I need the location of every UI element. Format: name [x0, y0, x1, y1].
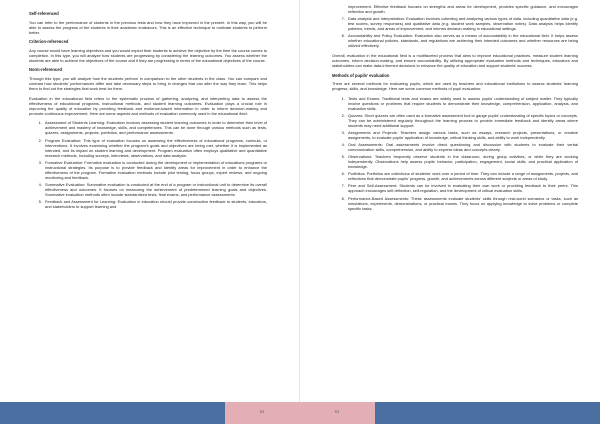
list-item: 4. Oral Assessments: Oral assessments involve direct questioning and discussion with students to evaluate their verbal communication skills, comprehension, and ability to express ideas and concepts clearly. — [346, 142, 578, 152]
footer-bar-pink — [300, 402, 375, 424]
list-item: 5. Observations: Teachers frequently observe students in the classroom, during group activities, or while they are working independently. Observations help assess pupils' behavior, participation, engagement, social skills, and practical application of knowledge. — [346, 154, 578, 169]
heading-criterion-referenced: Criterion-referenced — [29, 39, 69, 45]
paragraph-methods-intro: There are several methods for evaluating pupils, which are used by teachers and educational institutions to assess students' learning progress, skills, and knowledge. Here are some common methods of pupil evaluation: — [332, 81, 578, 92]
list-item: 2. Program Evaluation: This type of evaluation focuses on assessing the effectiveness of educational programs, curricula, or interventions. It involves examining whether the program's goals and objectives are being met, whether it is implemented as intended, and its impact on student learning and development. Program evaluation often employs qualitative and quantitative research methods, including surveys, interviews, observations, and data analysis. — [43, 138, 267, 158]
evaluation-aspects-list-continued — [332, 4, 578, 48]
list-item: 3. Assignments and Projects: Teachers assign various tasks, such as essays, research projects, presentations, or creative assignments, to evaluate pupils' application of knowledge, critical thinking skills, and ability to work independently. — [346, 130, 578, 140]
paragraph-overall: Overall, evaluation in the educational field is a multifaceted process that aims to improve educational practices, measure student learning outcomes, inform decision-making, and ensure accountability. By utilizing appropriate evaluation methods and techniques, educators and stakeholders can make data-informed decisions to enhance the quality of education and support students' success. — [332, 52, 578, 68]
list-item: 4. Summative Evaluation: Summative evaluation is conducted at the end of a program or instructional unit to determine its overall effectiveness and outcomes. It focuses on measuring the achievement of predetermined learning goals and objectives. Summative evaluation methods often include standardized tests, final exams, and performance assessments. — [43, 182, 267, 197]
page-number: 63 — [334, 409, 340, 414]
paragraph-criterion-referenced: Any course would have learning objectives and you would expect their students to achieve the objective by the time the course comes to completion. In this type, you will analyze how students are progressing by considering the learning outcomes. You assess whether the students are able to achieve the objectives of the course and if they are progressing in terms of the educational objectives of the course. — [29, 47, 267, 63]
right-page-content — [332, 4, 578, 215]
footer-bar-pink — [225, 402, 300, 424]
footer-bar-blue — [375, 402, 600, 424]
list-item: 7. Peer and Self-Assessment: Students can be involved in evaluating their own work or providing feedback to their peers. This approach encourages self-reflection, self-regulation, and the development of critical evaluation skills. — [346, 183, 578, 193]
heading-methods-of-evaluation: Methods of pupils' evaluation — [332, 72, 390, 78]
paragraph-norm-referenced: Through this type, you will analyze how the students perform in comparison to the other students in the class. You can compare and contrast how students' performances differ and take necessary steps to bring in changes that can alter the way they learn. This helps them to find out the strategies that work best for them. — [29, 76, 267, 92]
heading-self-referenced: Self-referenced — [29, 11, 59, 16]
list-item: 3. Formative Evaluation: Formative evaluation is conducted during the development or implementation of educations programs or instructional strategies. Its purpose is to provide feedback and identify areas for improvement in order to enhance the effectiveness of the program. Formative evaluation methods include pilot testing, focus groups, expert reviews, and ongoing monitoring and feedback. — [43, 160, 267, 180]
paragraph-evaluation-intro: Evaluation in the educational field refers to the systematic process of gathering, analyzing, and interpreting data to assess the effectiveness of educational programs, instructional methods, and student learning outcomes. Evaluation plays a crucial role in improving the quality of education by providing feedback and evidence-based information in order to inform decision-making and promote continuous improvement. Here are some aspects and methods of evaluation commonly used in the educational field: — [29, 95, 267, 116]
heading-norm-referenced: Norm-referenced — [29, 67, 62, 73]
page-number: 62 — [259, 409, 265, 414]
list-item: improvement. Effective feedback focuses on strengths and areas for development, provides specific guidance, and encourages reflection and growth. — [348, 4, 578, 15]
list-item: 8. Accountability and Policy Evaluation: Evaluation also serves as a means of accountability in the educational field. It helps assess whether educational policies, standards, and regulations are achieving their intended outcomes and whether resources are being utilized effectively. — [346, 33, 578, 48]
paragraph-self-referenced: You can refer to the performance of students in the previous tests and how they have improved in the present. In this way, you will be able to assess the progress of the students in their academic endeavors. This is an effective technique to motivate students to perform better. — [29, 19, 267, 35]
evaluation-aspects-list — [29, 120, 267, 209]
methods-list — [332, 96, 578, 211]
list-item: 5. Feedback and Assessment for Learning: Evaluation in education should provide constructive feedback to students, educators, and stakeholders to support learning and — [43, 199, 267, 209]
list-item: 6. Portfolios: Portfolios are collections of students' work over a period of time. They can include a range of assignments, projects, and reflections that demonstrate pupils' progress, growth, and achievements across different subjects or areas of study. — [346, 171, 578, 181]
list-item: 1. Assessment of Students Learning: Evaluation involves assessing student learning outcomes in order to determine their level of achievement and mastery of knowledge, skills, and competencies. This can be done through various methods such as tests, quizzes, assignments, projects, portfolios, and performance assessments. — [43, 120, 267, 135]
list-item: 1. Tests and Exams: Traditional tests and exams are widely used to assess pupils' understanding of subject matter. They typically involve questions or problems that require students to demonstrate their knowledge, comprehension, application, analysis, and evaluation skills. — [346, 96, 578, 111]
right-page — [300, 0, 600, 424]
list-item: 7. Data analysis and Interpretation: Evaluation involves collecting and analyzing various types of data, including quantitative data (e.g. test scores, survey responses) and qualitative data (e.g. student work samples, observation notes). Data analysis helps identify patterns, trends, and areas of improvement, and informs decision-making in educational settings. — [346, 16, 578, 31]
list-item: 8. Performance-Based Assessments: These assessments evaluate students' skills through real-world scenarios or tasks, such as simulations, experiments, demonstrations, or practical exams. They focus on applying knowledge to solve problems or complete specific tasks. — [346, 196, 578, 211]
footer-bar-blue — [0, 402, 225, 424]
left-page-content — [29, 11, 267, 214]
list-item: 2. Quizzes: Short quizzes are often used as a formative assessment tool to gauge pupils' understanding of specific topics or concepts. They can be administered regularly throughout the learning process to provide immediate feedback and identify areas where students may need additional support. — [346, 113, 578, 128]
